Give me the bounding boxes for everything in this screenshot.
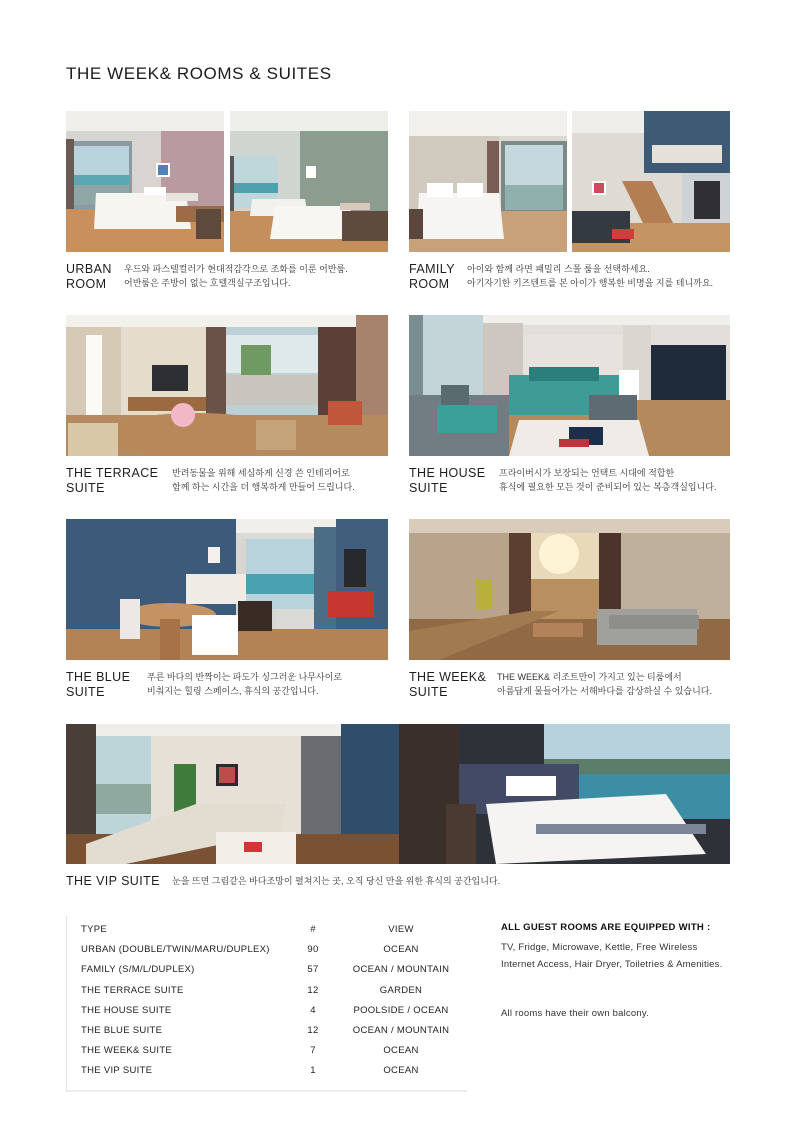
urban-room-photo-2 [230,111,388,252]
table-row [81,1025,461,1045]
table-cell-type: THE HOUSE SUITE [81,1005,172,1016]
table-cell-view: OCEAN / MOUNTAIN [352,1025,450,1036]
terrace-suite-label-line2: SUITE [66,481,105,495]
terrace-suite-label-line1: THE TERRACE [66,466,159,480]
family-room-photo-2 [572,111,730,252]
table-cell-type: THE WEEK& SUITE [81,1045,173,1056]
vip-suite-description [172,874,500,888]
family-room-label [409,262,455,292]
blue-suite-label [66,670,130,700]
vip-suite-desc-line: 눈을 뜨면 그림같은 바다조망이 펼쳐지는 곳, 오직 당신 만을 위한 휴식의 공간입니다. [172,876,501,886]
house-suite-desc-line2: 휴식에 필요한 모든 것이 준비되어 있는 복층객실입니다. [499,482,717,492]
table-cell-view: OCEAN [383,944,419,955]
table-cell-type: THE VIP SUITE [81,1065,153,1076]
blue-suite-label-line2: SUITE [66,685,105,699]
table-cell-type: THE TERRACE SUITE [81,985,184,996]
vip-suite-photo [66,724,730,864]
table-cell-view: POOLSIDE / OCEAN [353,1005,449,1016]
urban-room-description [124,262,348,290]
blue-suite-desc-line2: 비춰지는 힐링 스페이스, 휴식의 공간입니다. [147,686,319,696]
blue-suite-description [147,670,342,698]
family-room-desc-line2: 아기자기한 키즈텐트를 본 아이가 행복한 비명을 지를 테니까요. [467,278,714,288]
urban-room-desc-line1: 우드와 파스텔컬러가 현대적감각으로 조화를 이룬 어반룸. [124,264,348,274]
terrace-suite-label [66,466,158,496]
family-room-desc-line1: 아이와 함께 라면 패밀리 스몰 룸을 선택하세요. [467,264,650,274]
table-cell-view: GARDEN [379,985,423,996]
week-suite-desc-line2: 아름답게 물들어가는 서해바다를 감상하실 수 있습니다. [497,686,712,696]
terrace-suite-description [172,466,355,494]
table-header-type: TYPE [81,924,108,935]
urban-room-label [66,262,112,292]
amenities-title: ALL GUEST ROOMS ARE EQUIPPED WITH : [501,922,711,933]
family-room-description [467,262,713,290]
table-header-row [81,924,461,944]
table-row [81,964,461,984]
table-cell-count: 7 [310,1045,316,1056]
table-row [81,944,461,964]
week-suite-photo [409,519,730,660]
table-cell-view: OCEAN [383,1065,419,1076]
table-cell-count: 12 [307,985,319,996]
week-suite-label-line2: SUITE [409,685,448,699]
room-types-table [66,916,467,1092]
house-suite-label-line1: THE HOUSE [409,466,486,480]
table-cell-type: THE BLUE SUITE [81,1025,163,1036]
vip-suite-label: THE VIP SUITE [66,874,160,888]
table-cell-type: URBAN (DOUBLE/TWIN/MARU/DUPLEX) [81,944,270,955]
page-title: THE WEEK& ROOMS & SUITES [66,64,332,83]
table-cell-view: OCEAN / MOUNTAIN [352,964,450,975]
family-room-label-line1: FAMILY [409,262,455,276]
terrace-suite-photo [66,315,388,456]
family-room-photo-1 [409,111,567,252]
table-cell-count: 12 [307,1025,319,1036]
amenities-list: TV, Fridge, Microwave, Kettle, Free Wireless Internet Access, Hair Dryer, Toiletries & Amenities. [501,942,723,970]
blue-suite-label-line1: THE BLUE [66,670,131,684]
week-suite-desc-line1: THE WEEK& 리조트만이 가지고 있는 티룸에서 [497,672,682,682]
house-suite-description [499,466,716,494]
table-cell-count: 90 [307,944,319,955]
house-suite-label [409,466,486,496]
urban-room-desc-line2: 어반룸은 주방이 없는 호텔객실구조입니다. [124,278,291,288]
house-suite-photo [409,315,730,456]
urban-room-label-line1: URBAN [66,262,112,276]
table-cell-count: 57 [307,964,319,975]
table-header-view: VIEW [388,924,414,935]
table-row [81,1005,461,1025]
week-suite-label-line1: THE WEEK& [409,670,487,684]
table-header-count: # [310,924,316,935]
week-suite-label [409,670,486,700]
week-suite-description [497,670,712,698]
blue-suite-desc-line1: 푸른 바다의 반짝이는 파도가 싱그러운 나무사이로 [147,672,343,682]
table-row [81,985,461,1005]
table-cell-count: 1 [310,1065,316,1076]
table-cell-view: OCEAN [383,1045,419,1056]
urban-room-label-line2: ROOM [66,277,107,291]
table-cell-count: 4 [310,1005,316,1016]
house-suite-desc-line1: 프라이버시가 보장되는 언택트 시대에 적합한 [499,468,675,478]
table-row [81,1045,461,1065]
table-cell-type: FAMILY (S/M/L/DUPLEX) [81,964,195,975]
balcony-note: All rooms have their own balcony. [501,1008,649,1019]
table-row [81,1065,461,1085]
urban-room-photo-1 [66,111,224,252]
blue-suite-photo [66,519,388,660]
terrace-suite-desc-line1: 반려동물을 위해 세심하게 신경 쓴 인테리어로 [172,468,350,478]
family-room-label-line2: ROOM [409,277,450,291]
terrace-suite-desc-line2: 함께 하는 시간을 더 행복하게 만들어 드립니다. [172,482,355,492]
house-suite-label-line2: SUITE [409,481,448,495]
